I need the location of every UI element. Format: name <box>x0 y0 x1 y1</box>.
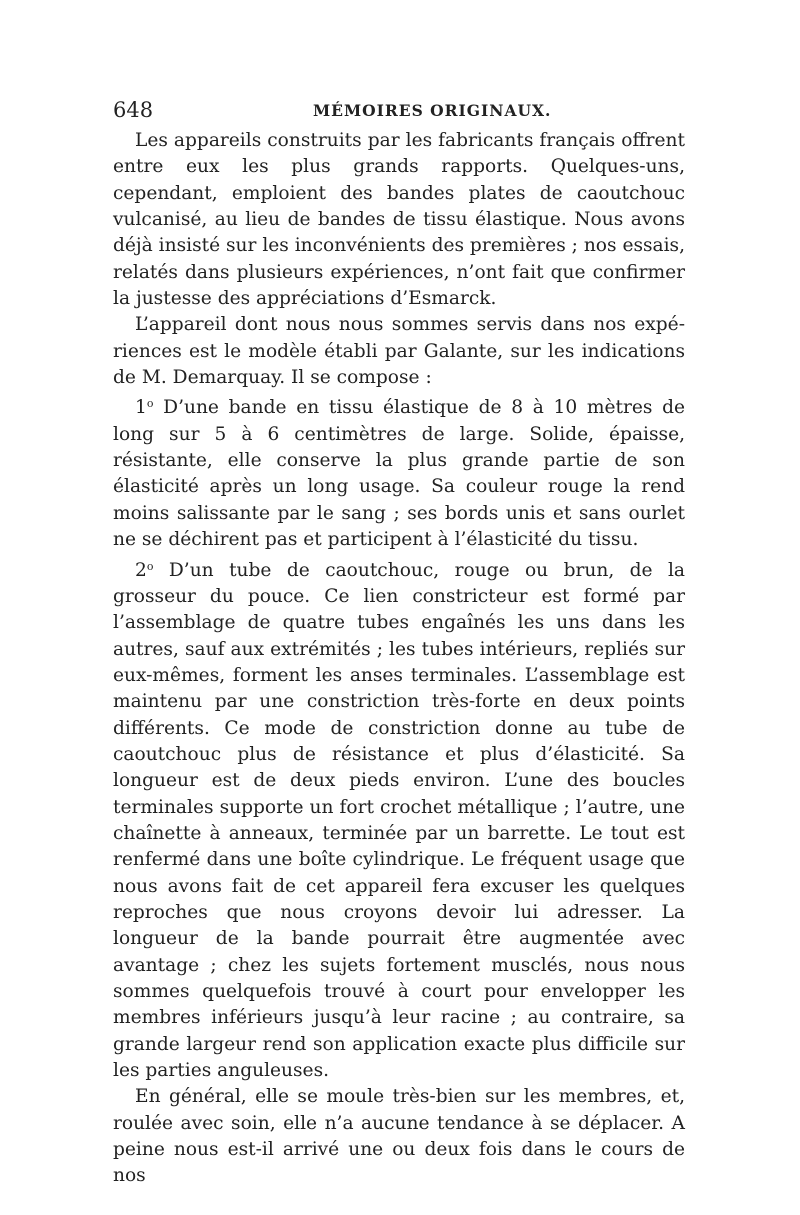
paragraph-text: L’appareil dont nous nous sommes servis dans nos expériences est le modèle établi par Galante, sur les indications de M. Demarquay. Il se compose : <box>113 314 685 389</box>
item-number: 1 <box>135 397 147 419</box>
paragraph-item-2 <box>113 554 685 1085</box>
body-text <box>113 128 685 1190</box>
paragraph-text: D’un tube de caoutchouc, rouge ou brun, de la grosseur du pouce. Ce lien constricteur est formé par l’assemblage de quatre tubes engaînés les uns dans les autres, sauf aux extrémités ; les tubes intérieurs, repliés sur eux-mêmes, forment les anses terminales. L’assemblage est maintenu par une constriction très-forte en deux points différents. Ce mode de constriction donne au tube de caoutchouc plus de résistance et plus d’élasticité. Sa longueur est de deux pieds environ. L’une des boucles terminales supporte un fort crochet métallique ; l’autre, une chaînette à anneaux, terminée par un barrette. Le tout est renfermé dans une boîte cylindrique. Le fréquent usage que nous avons fait de cet appareil fera excuser les quelques reproches que nous croyons devoir lui adresser. La longueur de la bande pourrait être augmentée avec avantage ; chez les sujets fortement musclés, nous nous sommes quelquefois trouvé à court pour envelopper les membres inférieurs jusqu’à leur racine ; au contraire, sa grande largeur rend son application exacte plus difficile sur les parties anguleuses. <box>113 559 685 1082</box>
paragraph-text: En général, elle se moule très-bien sur les membres, et, roulée avec soin, elle n’a aucune tendance à se déplacer. A peine nous est-il arrivé une ou deux fois dans le cours de nos <box>113 1086 685 1187</box>
item-number: 2 <box>135 559 147 581</box>
paragraph-intro <box>113 128 685 312</box>
paragraph-item-1 <box>113 391 685 553</box>
ordinal-mark: o <box>146 397 154 411</box>
running-head: MÉMOIRES ORIGINAUX. <box>313 101 552 120</box>
paragraph-apparatus <box>113 312 685 391</box>
page-number: 648 <box>113 98 154 122</box>
paragraph-text: D’une bande en tissu élastique de 8 à 10 mètres de long sur 5 à 6 centimètres de large. Solide, épaisse, résistante, elle conserve la plus grande partie de son élasticité après un long usage. Sa couleur rouge la rend moins salissante par le sang ; ses bords unis et sans ourlet ne se déchirent pas et participent à l’élasticité du tissu. <box>113 397 685 551</box>
paragraph-general <box>113 1084 685 1189</box>
page-header <box>113 96 685 124</box>
paragraph-text: Les appareils construits par les fabricants français offrent entre eux les plus grands rapports. Quelques-uns, cependant, emploient des bandes plates de caoutchouc vulcanisé, au lieu de bandes de tissu élastique. Nous avons déjà insisté sur les inconvénients des premières ; nos essais, relatés dans plusieurs expériences, n’ont fait que confirmer la justesse des appréciations d’Esmarck. <box>113 130 686 310</box>
ordinal-mark: o <box>146 559 154 573</box>
